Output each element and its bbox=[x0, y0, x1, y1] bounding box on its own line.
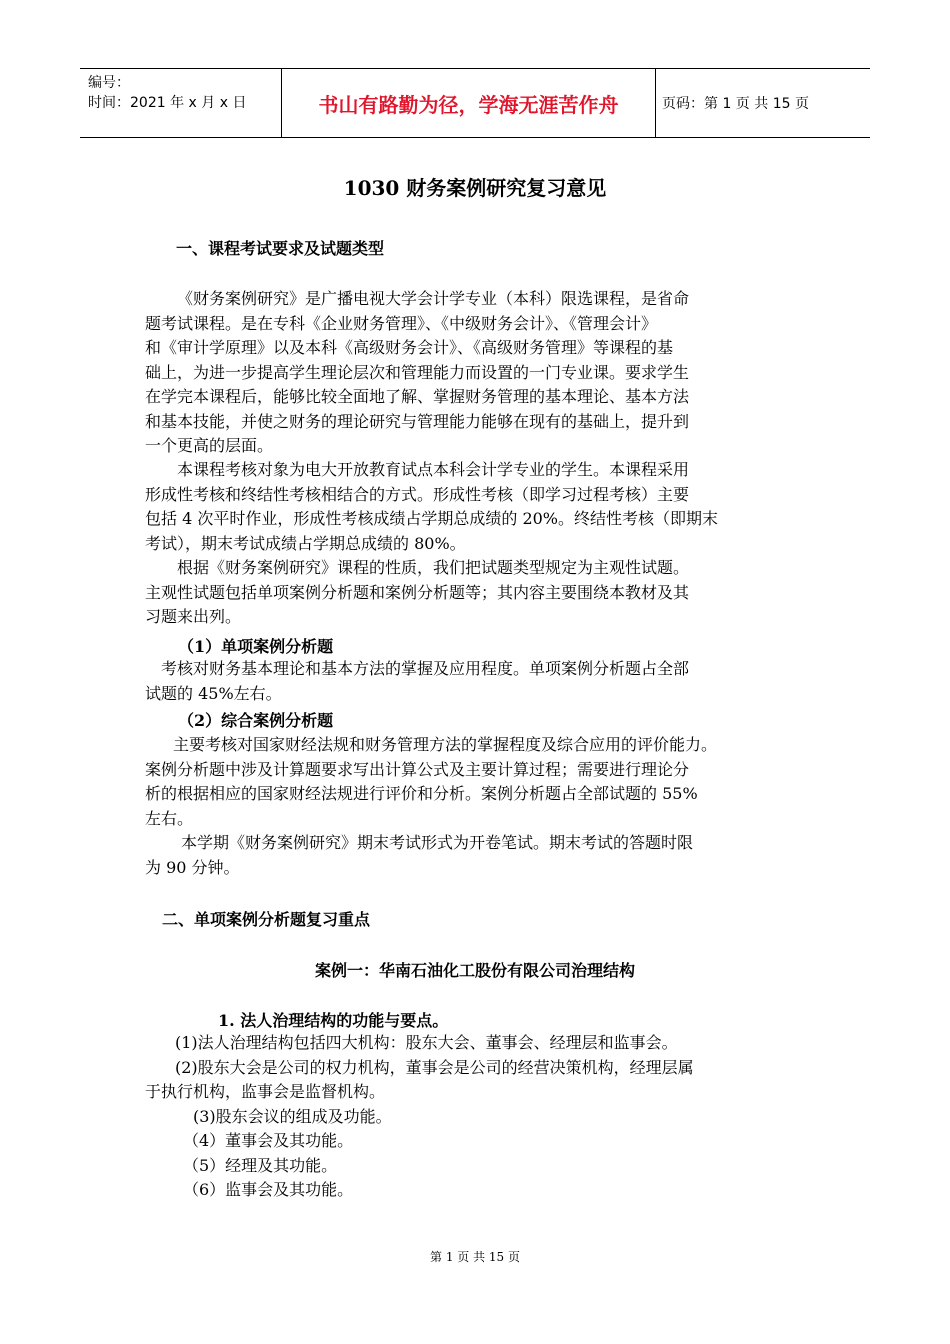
section2-heading: 二、单项案例分析题复习重点 bbox=[162, 910, 371, 929]
text-line: 考试），期末考试成绩占学期总成绩的 80%。 bbox=[145, 533, 466, 553]
list-item: （4）董事会及其功能。 bbox=[183, 1131, 354, 1150]
page-header bbox=[80, 68, 870, 138]
text-line: 根据《财务案例研究》课程的性质，我们把试题类型规定为主观性试题。 bbox=[177, 558, 690, 577]
text-line: 包括 4 次平时作业，形成性考核成绩占学期总成绩的 20%。终结性考核（即期末 bbox=[145, 509, 719, 528]
sub1-heading: （1）单项案例分析题 bbox=[178, 637, 334, 656]
points-list bbox=[145, 1031, 694, 1203]
list-item: (1)法人治理结构包括四大机构：股东大会、董事会、经理层和监事会。 bbox=[175, 1033, 678, 1052]
header-motto: 书山有路勤为径，学海无涯苦作舟 bbox=[282, 69, 656, 137]
text-line: 主要考核对国家财经法规和财务管理方法的掌握程度及综合应用的评价能力。 bbox=[173, 735, 718, 754]
list-item: (3)股东会议的组成及功能。 bbox=[193, 1106, 392, 1126]
list-item: 于执行机构，监事会是监督机构。 bbox=[145, 1082, 386, 1101]
page-footer: 第 1 页 共 15 页 bbox=[430, 1250, 520, 1264]
text-line: 一个更高的层面。 bbox=[145, 436, 274, 455]
list-item: （5）经理及其功能。 bbox=[183, 1155, 338, 1175]
text-line: 题考试课程。是在专科《企业财务管理》、《中级财务会计》、《管理会计》 bbox=[145, 313, 658, 333]
list-item: (2)股东大会是公司的权力机构，董事会是公司的经营决策机构，经理层属 bbox=[175, 1057, 694, 1077]
text-line: 形成性考核和终结性考核相结合的方式。形成性考核（即学习过程考核）主要 bbox=[145, 484, 690, 504]
text-line: 和《审计学原理》以及本科《高级财务会计》、《高级财务管理》等课程的基 bbox=[145, 338, 674, 357]
text-line: 为 90 分钟。 bbox=[145, 857, 240, 877]
text-line: 础上，为进一步提高学生理论层次和管理能力而设置的一门专业课。要求学生 bbox=[145, 362, 690, 382]
document-title: 1030 财务案例研究复习意见 bbox=[343, 176, 607, 200]
text-line: 析的根据相应的国家财经法规进行评价和分析。案例分析题占全部试题的 55% bbox=[145, 784, 698, 803]
text-line: 《财务案例研究》是广播电视大学会计学专业（本科）限选课程，是省命 bbox=[177, 289, 690, 308]
section1-heading: 一、课程考试要求及试题类型 bbox=[176, 239, 385, 258]
text-line: 习题来出列。 bbox=[145, 607, 242, 626]
text-line: 和基本技能，并使之财务的理论研究与管理能力能够在现有的基础上，提升到 bbox=[145, 411, 690, 431]
section1-para1 bbox=[145, 287, 689, 459]
date-label: 时间：2021 年 x 月 x 日 bbox=[88, 95, 247, 111]
sub2-text bbox=[145, 733, 717, 831]
header-page-code: 页码：第 1 页 共 15 页 bbox=[662, 96, 809, 112]
sub2-heading: （2）综合案例分析题 bbox=[178, 711, 334, 730]
sub1-text bbox=[145, 657, 689, 706]
text-line: 案例分析题中涉及计算题要求写出计算公式及主要计算过程；需要进行理论分 bbox=[145, 759, 690, 779]
section1-para3 bbox=[145, 556, 689, 630]
text-line: 主观性试题包括单项案例分析题和案例分析题等；其内容主要围绕本教材及其 bbox=[145, 582, 690, 602]
case-title: 案例一：华南石油化工股份有限公司治理结构 bbox=[314, 961, 635, 980]
text-line: 在学完本课程后，能够比较全面地了解、掌握财务管理的基本理论、基本方法 bbox=[145, 387, 690, 406]
section1-para4 bbox=[145, 831, 693, 880]
text-line: 本学期《财务案例研究》期末考试形式为开卷笔试。期末考试的答题时限 bbox=[181, 833, 694, 852]
list-item: （6）监事会及其功能。 bbox=[183, 1180, 354, 1199]
point-heading: 1. 法人治理结构的功能与要点。 bbox=[218, 1011, 449, 1030]
header-meta bbox=[80, 69, 282, 137]
text-line: 考核对财务基本理论和基本方法的掌握及应用程度。单项案例分析题占全部 bbox=[161, 659, 690, 678]
section1-para2 bbox=[145, 458, 718, 556]
text-line: 试题的 45%左右。 bbox=[145, 683, 282, 703]
text-line: 本课程考核对象为电大开放教育试点本科会计学专业的学生。本课程采用 bbox=[177, 460, 690, 479]
text-line: 左右。 bbox=[145, 808, 194, 828]
number-label: 编号： bbox=[88, 75, 130, 91]
